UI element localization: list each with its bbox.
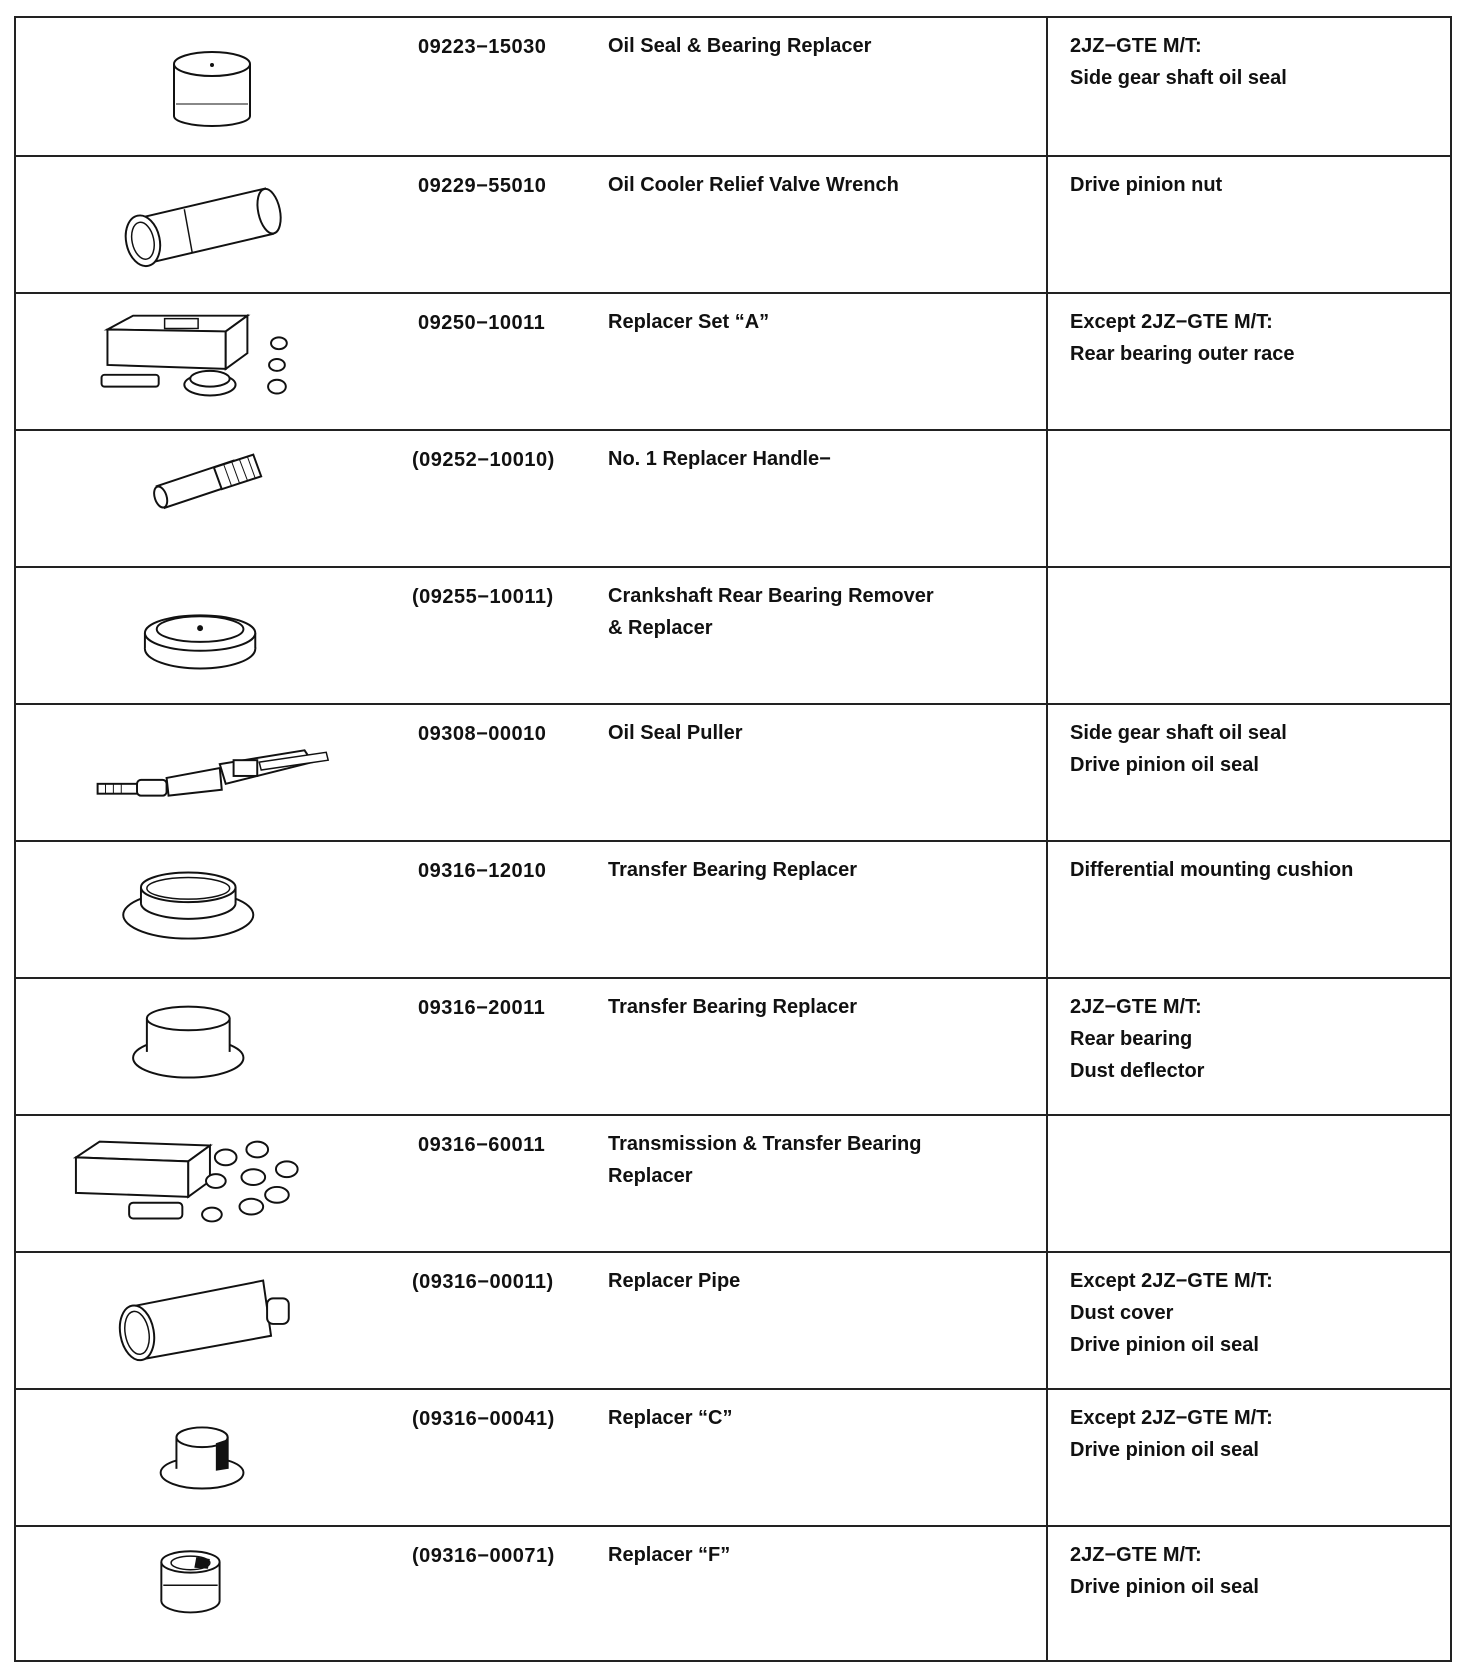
- use-line: Drive pinion oil seal: [1070, 1576, 1259, 1598]
- use-line: Differential mounting cushion: [1070, 859, 1354, 881]
- use-line: Rear bearing outer race: [1070, 343, 1295, 365]
- replacer-pipe-icon: [16, 1253, 396, 1388]
- use-line: Except 2JZ−GTE M/T:: [1070, 1407, 1273, 1429]
- tool-use: [1046, 1527, 1450, 1660]
- part-number: 09316−12010: [418, 860, 547, 882]
- table-row: [16, 292, 1450, 429]
- tool-illustration: [16, 18, 396, 155]
- tool-illustration: [16, 705, 396, 840]
- table-row: [16, 840, 1450, 977]
- tool-illustration: [16, 842, 396, 977]
- tool-use: [1046, 18, 1450, 155]
- part-number: (09316−00011): [412, 1271, 554, 1293]
- table-row: [16, 1251, 1450, 1388]
- tool-illustration: [16, 1116, 396, 1251]
- tool-name: Transfer Bearing Replacer: [608, 859, 857, 881]
- table-row: [16, 703, 1450, 840]
- use-line: Dust cover: [1070, 1302, 1174, 1324]
- relief-valve-wrench-icon: [16, 157, 396, 292]
- part-number: 09250−10011: [418, 312, 546, 334]
- tool-name: Replacer Set “A”: [608, 311, 770, 333]
- tool-illustration: [16, 157, 396, 292]
- table-row: [16, 429, 1450, 566]
- tool-use: [1046, 431, 1450, 566]
- use-line: Drive pinion oil seal: [1070, 754, 1259, 776]
- transfer-bearing-replacer-ring-icon: [16, 842, 396, 977]
- use-line: Except 2JZ−GTE M/T:: [1070, 311, 1273, 333]
- use-line: Side gear shaft oil seal: [1070, 722, 1287, 744]
- replacer-handle-icon: [16, 431, 396, 566]
- tool-illustration: [16, 294, 396, 429]
- tool-use: [1046, 294, 1450, 429]
- table-row: [16, 18, 1450, 155]
- tool-use: [1046, 842, 1450, 977]
- part-number: (09255−10011): [412, 586, 554, 608]
- tool-name: Crankshaft Rear Bearing Remover & Replacer: [608, 585, 934, 639]
- table-row: [16, 977, 1450, 1114]
- use-line: Side gear shaft oil seal: [1070, 67, 1287, 89]
- use-line: 2JZ−GTE M/T:: [1070, 996, 1202, 1018]
- part-number: (09316−00041): [412, 1408, 555, 1430]
- tool-use: [1046, 1253, 1450, 1388]
- part-number: 09308−00010: [418, 723, 547, 745]
- tool-use: [1046, 157, 1450, 292]
- tool-name: Replacer Pipe: [608, 1270, 741, 1292]
- part-number: 09223−15030: [418, 36, 547, 58]
- table-row: [16, 1525, 1450, 1660]
- crankshaft-bearing-remover-icon: [16, 568, 396, 703]
- table-row: [16, 566, 1450, 703]
- tool-illustration: [16, 568, 396, 703]
- use-line: Dust deflector: [1070, 1060, 1205, 1082]
- replacer-c-icon: [16, 1390, 396, 1525]
- tool-use: [1046, 1116, 1450, 1251]
- use-line: 2JZ−GTE M/T:: [1070, 35, 1202, 57]
- oil-seal-bearing-replacer-icon: [16, 18, 396, 155]
- part-number: 09316−60011: [418, 1134, 546, 1156]
- tool-illustration: [16, 1253, 396, 1388]
- tool-use: [1046, 979, 1450, 1114]
- use-line: Rear bearing: [1070, 1028, 1193, 1050]
- table-row: [16, 155, 1450, 292]
- replacer-f-icon: [16, 1527, 396, 1660]
- tool-name: Oil Seal & Bearing Replacer: [608, 35, 872, 57]
- part-number: (09316−00071): [412, 1545, 555, 1567]
- table-row: [16, 1388, 1450, 1525]
- tool-name: Transfer Bearing Replacer: [608, 996, 857, 1018]
- part-number: 09316−20011: [418, 997, 546, 1019]
- use-line: Drive pinion nut: [1070, 174, 1223, 196]
- tool-illustration: [16, 979, 396, 1114]
- part-number: 09229−55010: [418, 175, 547, 197]
- oil-seal-puller-icon: [16, 705, 396, 840]
- tool-use: [1046, 1390, 1450, 1525]
- table-row: [16, 1114, 1450, 1251]
- tool-name: No. 1 Replacer Handle−: [608, 448, 831, 470]
- tool-name: Oil Cooler Relief Valve Wrench: [608, 174, 899, 196]
- tool-name: Oil Seal Puller: [608, 722, 743, 744]
- tool-illustration: [16, 431, 396, 566]
- use-line: Drive pinion oil seal: [1070, 1439, 1259, 1461]
- replacer-set-a-icon: [16, 294, 396, 429]
- part-number: (09252−10010): [412, 449, 555, 471]
- use-line: Except 2JZ−GTE M/T:: [1070, 1270, 1273, 1292]
- tool-illustration: [16, 1527, 396, 1660]
- special-tools-table: [14, 16, 1452, 1662]
- tool-illustration: [16, 1390, 396, 1525]
- transfer-bearing-replacer-cup-icon: [16, 979, 396, 1114]
- tool-use: [1046, 705, 1450, 840]
- tool-name: Replacer “C”: [608, 1407, 733, 1429]
- tool-use: [1046, 568, 1450, 703]
- tool-name: Transmission & Transfer Bearing Replacer: [608, 1133, 922, 1187]
- use-line: Drive pinion oil seal: [1070, 1334, 1259, 1356]
- transmission-replacer-set-icon: [16, 1116, 396, 1251]
- use-line: 2JZ−GTE M/T:: [1070, 1544, 1202, 1566]
- tool-name: Replacer “F”: [608, 1544, 731, 1566]
